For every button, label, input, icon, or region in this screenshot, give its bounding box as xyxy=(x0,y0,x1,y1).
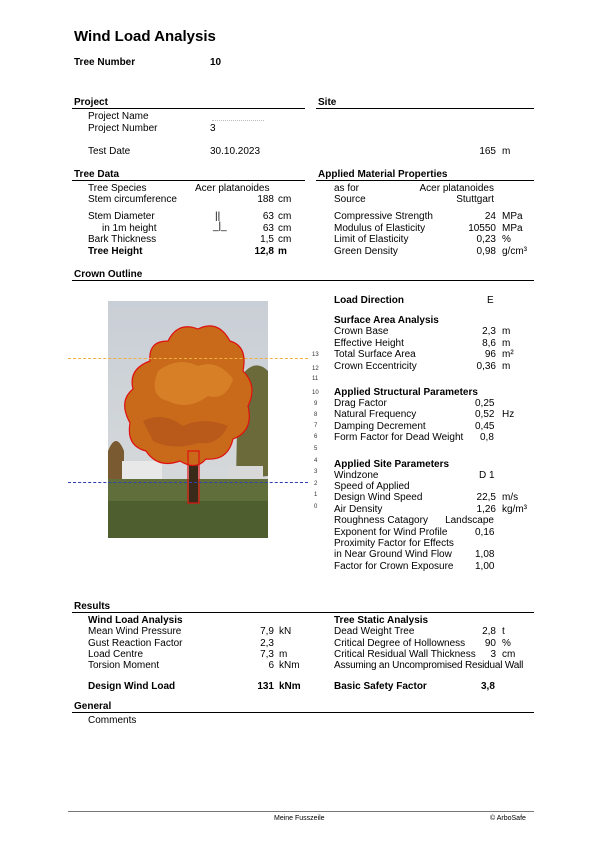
results-heading: Results xyxy=(74,601,111,612)
drag-factor-label: Drag Factor xyxy=(334,398,387,409)
damping-value: 0,45 xyxy=(475,421,495,432)
safety-factor-value: 3,8 xyxy=(481,681,495,692)
modulus-label: Modulus of Elasticity xyxy=(334,223,426,234)
design-wind-speed-label: Design Wind Speed xyxy=(334,492,423,503)
effective-height-label: Effective Height xyxy=(334,338,404,349)
footer-text: Meine Fusszeile xyxy=(274,815,325,822)
design-wind-speed-value: 22,5 xyxy=(476,492,496,503)
circumference-label: Stem circumference xyxy=(88,194,177,205)
site-value: 165 xyxy=(479,146,496,157)
tree-height-value: 12,8 xyxy=(254,246,274,257)
drag-factor-value: 0,25 xyxy=(475,398,495,409)
torsion-value: 6 xyxy=(268,660,274,671)
load-centre-value: 7,3 xyxy=(260,649,274,660)
windzone-label: Windzone xyxy=(334,470,379,481)
project-heading: Project xyxy=(74,97,108,108)
assumption-note: Assuming an Uncompromised Residual Wall xyxy=(334,660,524,671)
site-unit: m xyxy=(502,146,511,157)
eccentricity-label: Crown Eccentricity xyxy=(334,361,417,372)
diameter-symbol: || xyxy=(215,211,221,222)
dead-weight-label: Dead Weight Tree xyxy=(334,626,415,637)
test-date-value: 30.10.2023 xyxy=(210,146,261,157)
site-divider xyxy=(316,108,534,109)
surface-area-value: 96 xyxy=(484,349,496,360)
height-1m-value: 63 xyxy=(262,223,274,234)
scale-tick: 10 xyxy=(312,390,319,396)
load-direction-value: E xyxy=(487,295,494,306)
residual-wall-label: Critical Residual Wall Thickness xyxy=(334,649,476,660)
windzone-value: D 1 xyxy=(479,470,495,481)
species-label: Tree Species xyxy=(88,183,147,194)
gust-factor-value: 2,3 xyxy=(260,638,274,649)
scale-tick: 1 xyxy=(314,492,318,498)
wind-profile-value: 0,16 xyxy=(475,527,495,538)
height-1m-symbol: _|_ xyxy=(213,221,227,232)
species-value: Acer platanoides xyxy=(195,183,270,194)
density-value: 0,98 xyxy=(476,246,496,257)
hollowness-value: 90 xyxy=(484,638,496,649)
tree-number-label: Tree Number xyxy=(74,57,136,68)
proximity-label: Proximity Factor for Effects xyxy=(334,538,454,549)
compressive-value: 24 xyxy=(484,211,496,222)
test-date-label: Test Date xyxy=(88,146,131,157)
crown-exposure-label: Factor for Crown Exposure xyxy=(334,561,454,572)
scale-tick: 13 xyxy=(312,352,319,358)
scale-tick: 12 xyxy=(312,366,319,372)
frequency-unit: Hz xyxy=(502,409,515,420)
site-params-heading: Applied Site Parameters xyxy=(334,459,450,470)
scale-tick: 5 xyxy=(314,446,318,452)
air-density-value: 1,26 xyxy=(476,504,496,515)
crown-base-label: Crown Base xyxy=(334,326,389,337)
hollowness-label: Critical Degree of Hollowness xyxy=(334,638,466,649)
source-value: Stuttgart xyxy=(456,194,494,205)
limit-label: Limit of Elasticity xyxy=(334,234,409,245)
scale-tick: 11 xyxy=(312,376,319,382)
mean-wind-pressure-value: 7,9 xyxy=(260,626,274,637)
damping-label: Damping Decrement xyxy=(334,421,426,432)
project-number-label: Project Number xyxy=(88,123,158,134)
air-density-unit: kg/m³ xyxy=(502,504,527,515)
scale-tick: 3 xyxy=(314,469,318,475)
source-label: Source xyxy=(334,194,366,205)
crown-top-line xyxy=(68,358,308,359)
circumference-unit: cm xyxy=(278,194,292,205)
bark-value: 1,5 xyxy=(260,234,274,245)
scale-tick: 7 xyxy=(314,423,318,429)
near-ground-label: in Near Ground Wind Flow xyxy=(334,549,452,560)
frequency-value: 0,52 xyxy=(475,409,495,420)
design-wind-load-label: Design Wind Load xyxy=(88,681,176,692)
design-wind-load-value: 131 xyxy=(257,681,274,692)
tsa-heading: Tree Static Analysis xyxy=(334,615,429,626)
surface-area-heading: Surface Area Analysis xyxy=(334,315,439,326)
mean-wind-pressure-unit: kN xyxy=(279,626,292,637)
limit-unit: % xyxy=(502,234,511,245)
structural-heading: Applied Structural Parameters xyxy=(334,387,478,398)
torsion-unit: kNm xyxy=(279,660,300,671)
project-divider xyxy=(72,108,305,109)
as-for-label: as for xyxy=(334,183,360,194)
crown-base-line xyxy=(68,482,308,483)
residual-wall-unit: cm xyxy=(502,649,516,660)
diameter-value: 63 xyxy=(262,211,274,222)
form-factor-label: Form Factor for Dead Weight xyxy=(334,432,464,443)
gust-factor-label: Gust Reaction Factor xyxy=(88,638,183,649)
load-direction-label: Load Direction xyxy=(334,295,405,306)
modulus-value: 10550 xyxy=(468,223,496,234)
crown-base-value: 2,3 xyxy=(482,326,496,337)
load-centre-unit: m xyxy=(279,649,288,660)
as-for-value: Acer platanoides xyxy=(419,183,494,194)
roughness-value: Landscape xyxy=(445,515,494,526)
results-divider xyxy=(72,612,534,613)
near-ground-value: 1,08 xyxy=(475,549,495,560)
eccentricity-unit: m xyxy=(502,361,511,372)
frequency-label: Natural Frequency xyxy=(334,409,417,420)
modulus-unit: MPa xyxy=(502,223,523,234)
crown-exposure-value: 1,00 xyxy=(475,561,495,572)
surface-area-label: Total Surface Area xyxy=(334,349,416,360)
compressive-label: Compressive Strength xyxy=(334,211,433,222)
mean-wind-pressure-label: Mean Wind Pressure xyxy=(88,626,182,637)
site-heading: Site xyxy=(318,97,337,108)
scale-tick: 0 xyxy=(314,504,318,510)
comments-label: Comments xyxy=(88,715,137,726)
density-unit: g/cm³ xyxy=(502,246,527,257)
hollowness-unit: % xyxy=(502,638,511,649)
height-1m-unit: cm xyxy=(278,223,292,234)
diameter-unit: cm xyxy=(278,211,292,222)
footer-divider xyxy=(68,811,534,812)
air-density-label: Air Density xyxy=(334,504,383,515)
tree-data-heading: Tree Data xyxy=(74,169,120,180)
height-1m-label: in 1m height xyxy=(102,223,157,234)
material-divider xyxy=(316,180,534,181)
safety-factor-label: Basic Safety Factor xyxy=(334,681,427,692)
scale-tick: 9 xyxy=(314,401,318,407)
eccentricity-value: 0,36 xyxy=(476,361,496,372)
wla-heading: Wind Load Analysis xyxy=(88,615,183,626)
form-factor-value: 0,8 xyxy=(480,432,494,443)
scale-tick: 2 xyxy=(314,481,318,487)
surface-area-unit: m² xyxy=(502,349,514,360)
material-heading: Applied Material Properties xyxy=(318,169,448,180)
scale-tick: 4 xyxy=(314,458,318,464)
effective-height-unit: m xyxy=(502,338,511,349)
dead-weight-value: 2,8 xyxy=(482,626,496,637)
limit-value: 0,23 xyxy=(476,234,496,245)
dead-weight-unit: t xyxy=(502,626,505,637)
project-name-field xyxy=(212,120,264,121)
circumference-value: 188 xyxy=(257,194,274,205)
bark-unit: cm xyxy=(278,234,292,245)
tree-height-unit: m xyxy=(278,246,287,257)
roughness-label: Roughness Catagory xyxy=(334,515,428,526)
design-wind-speed-unit: m/s xyxy=(502,492,519,503)
tree-data-divider xyxy=(72,180,305,181)
torsion-label: Torsion Moment xyxy=(88,660,160,671)
tree-number-value: 10 xyxy=(210,57,222,68)
effective-height-value: 8,6 xyxy=(482,338,496,349)
compressive-unit: MPa xyxy=(502,211,523,222)
crown-outline-divider xyxy=(72,280,534,281)
crown-outline-heading: Crown Outline xyxy=(74,269,143,280)
tree-height-label: Tree Height xyxy=(88,246,143,257)
general-divider xyxy=(72,712,534,713)
residual-wall-value: 3 xyxy=(490,649,496,660)
scale-tick: 8 xyxy=(314,412,318,418)
general-heading: General xyxy=(74,701,112,712)
project-name-label: Project Name xyxy=(88,111,149,122)
page-title: Wind Load Analysis xyxy=(74,28,216,45)
diameter-label: Stem Diameter xyxy=(88,211,155,222)
wind-profile-label: Exponent for Wind Profile xyxy=(334,527,448,538)
tree-photo xyxy=(108,301,268,538)
crown-base-unit: m xyxy=(502,326,511,337)
project-number-value: 3 xyxy=(210,123,216,134)
design-wind-load-unit: kNm xyxy=(279,681,301,692)
scale-tick: 6 xyxy=(314,434,318,440)
footer-copyright: © ArboSafe xyxy=(490,815,526,822)
density-label: Green Density xyxy=(334,246,398,257)
bark-label: Bark Thickness xyxy=(88,234,157,245)
speed-applied-label: Speed of Applied xyxy=(334,481,410,492)
load-centre-label: Load Centre xyxy=(88,649,144,660)
